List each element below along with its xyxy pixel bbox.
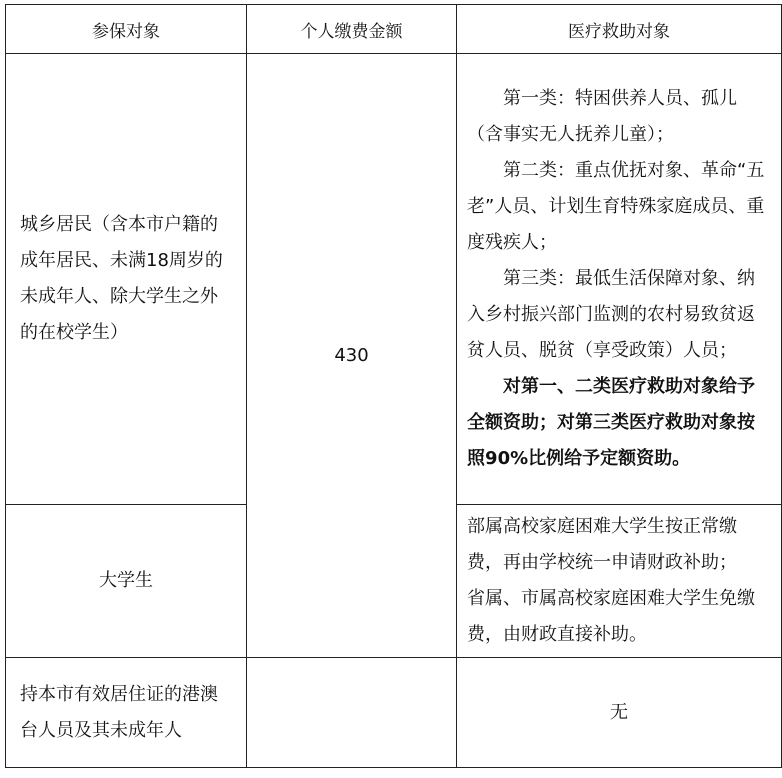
aid-category-3: 第三类：最低生活保障对象、纳入乡村振兴部门监测的农村易致贫返贫人员、脱贫（享受政策）人员； [467,268,756,361]
row3-aid: 无 [457,658,782,768]
table-row [6,658,782,768]
header-row [6,5,782,54]
row3-fee-empty [246,658,456,768]
row2-aid [457,505,782,658]
header-fee: 个人缴费金额 [246,5,456,54]
aid-university-1: 部属高校家庭困难大学生按正常缴费，再由学校统一申请财政补助； [467,516,738,573]
aid-category-1: 第一类：特困供养人员、孤儿（含事实无人抚养儿童）； [467,88,738,145]
table-row [6,54,782,505]
fee-value: 430 [246,54,456,658]
aid-university-2: 省属、市属高校家庭困难大学生免缴费，由财政直接补助。 [467,588,756,645]
insurance-table [5,4,782,768]
row2-target: 大学生 [6,505,247,658]
header-target: 参保对象 [6,5,247,54]
row1-target: 城乡居民（含本市户籍的成年居民、未满18周岁的未成年人、除大学生之外的在校学生） [6,54,247,505]
header-aid: 医疗救助对象 [457,5,782,54]
aid-subsidy-rule: 对第一、二类医疗救助对象给予全额资助；对第三类医疗救助对象按照90%比例给予定额资助。 [467,376,756,469]
aid-category-2: 第二类：重点优抚对象、革命“五老”人员、计划生育特殊家庭成员、重度残疾人； [467,160,765,253]
row1-aid [457,54,782,505]
row3-target: 持本市有效居住证的港澳台人员及其未成年人 [6,658,247,768]
